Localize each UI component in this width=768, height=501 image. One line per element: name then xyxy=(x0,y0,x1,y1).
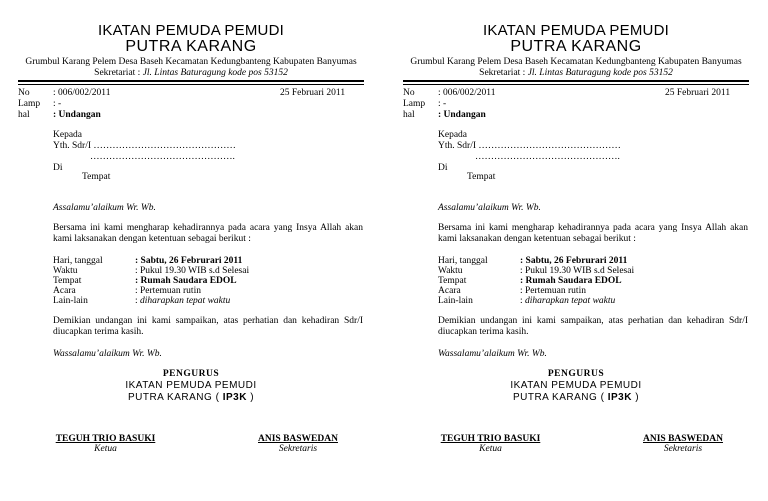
chair-name: TEGUH TRIO BASUKI xyxy=(55,434,156,444)
letter-date: 25 Februari 2011 xyxy=(665,88,731,98)
detail-label-event: Acara xyxy=(53,286,76,296)
signature-pengurus: PENGURUS xyxy=(547,369,605,379)
intro-paragraph: Bersama ini kami mengharap kehadirannya pada acara yang Insya Allah akan kami laksanakan dengan ketentuan sebagai berikut : xyxy=(53,223,363,244)
detail-value-event: : Pertemuan rutin xyxy=(520,286,586,296)
letterhead-rule-thick xyxy=(18,80,364,82)
detail-value-other-prefix: : xyxy=(520,296,526,306)
invitation-letter-left xyxy=(18,0,364,501)
signature-org-line-1: IKATAN PEMUDA PEMUDI xyxy=(125,380,257,391)
detail-value-time: : Pukul 19.30 WIB s.d Selesai xyxy=(520,266,635,276)
detail-value-place: : Rumah Saudara EDOL xyxy=(135,276,237,286)
no-label: No xyxy=(403,88,415,98)
signature-org-line-2 xyxy=(403,392,749,403)
chair-name: TEGUH TRIO BASUKI xyxy=(440,434,541,444)
lamp-label: Lamp xyxy=(18,99,41,109)
signature-org-prefix: PUTRA KARANG ( xyxy=(512,392,605,403)
letterhead-rule-thin xyxy=(18,84,364,85)
secretariat-label: Sekretariat : xyxy=(94,68,141,78)
letterhead-org-name: IKATAN PEMUDA PEMUDI xyxy=(98,22,284,39)
signature-org-prefix: PUTRA KARANG ( xyxy=(127,392,220,403)
detail-label-place: Tempat xyxy=(53,276,82,286)
detail-value-place: : Rumah Saudara EDOL xyxy=(520,276,622,286)
detail-value-date: : Sabtu, 26 Februrari 2011 xyxy=(520,256,628,266)
closing-paragraph: Demikian undangan ini kami sampaikan, atas perhatian dan kehadiran Sdr/I diucapkan terima kasih. xyxy=(53,316,363,337)
lamp-label: Lamp xyxy=(403,99,426,109)
closing-paragraph: Demikian undangan ini kami sampaikan, atas perhatian dan kehadiran Sdr/I diucapkan terima kasih. xyxy=(438,316,748,337)
signature-org-line-2 xyxy=(18,392,364,403)
invitation-letter-right xyxy=(403,0,749,501)
farewell: Wassalamu’alaikum Wr. Wb. xyxy=(438,349,547,359)
recipient-yth: Yth. Sdr/I ……………………………………… xyxy=(53,141,236,151)
hal-value: : Undangan xyxy=(53,110,101,120)
letterhead-org-sub: PUTRA KARANG xyxy=(510,38,642,55)
detail-label-other: Lain-lain xyxy=(53,296,88,306)
hal-label: hal xyxy=(403,110,415,120)
detail-value-other-prefix: : xyxy=(135,296,141,306)
detail-value-other xyxy=(135,296,230,307)
detail-label-event: Acara xyxy=(438,286,461,296)
letterhead-secretariat xyxy=(18,68,364,78)
greeting: Assalamu’alaikum Wr. Wb. xyxy=(438,203,541,213)
letterhead-address: Grumbul Karang Pelem Desa Baseh Kecamatan Kedungbanteng Kabupaten Banyumas xyxy=(25,57,357,67)
hal-label: hal xyxy=(18,110,30,120)
secretariat-label: Sekretariat : xyxy=(479,68,526,78)
letterhead-rule-thin xyxy=(403,84,749,85)
detail-label-date: Hari, tanggal xyxy=(438,256,488,266)
detail-value-other-text: diharapkan tepat waktu xyxy=(525,296,616,306)
recipient-dots: ………………………………………. xyxy=(475,152,620,162)
letterhead-address: Grumbul Karang Pelem Desa Baseh Kecamatan Kedungbanteng Kabupaten Banyumas xyxy=(410,57,742,67)
chair-title: Ketua xyxy=(94,444,117,454)
secretary-title: Sekretaris xyxy=(663,444,703,454)
detail-label-place: Tempat xyxy=(438,276,467,286)
signature-org-line-1: IKATAN PEMUDA PEMUDI xyxy=(510,380,642,391)
no-label: No xyxy=(18,88,30,98)
chair-title: Ketua xyxy=(479,444,502,454)
recipient-tempat: Tempat xyxy=(467,172,496,182)
recipient-di: Di xyxy=(438,163,448,173)
lamp-value: : - xyxy=(438,99,447,109)
detail-value-other-text: diharapkan tepat waktu xyxy=(140,296,231,306)
signature-org-suffix: ) xyxy=(635,392,640,403)
recipient-tempat: Tempat xyxy=(82,172,111,182)
detail-value-time: : Pukul 19.30 WIB s.d Selesai xyxy=(135,266,250,276)
recipient-kepada: Kepada xyxy=(53,130,83,140)
lamp-value: : - xyxy=(53,99,62,109)
signature-org-abbr: IP3K xyxy=(607,392,632,403)
no-value: : 006/002/2011 xyxy=(53,88,111,98)
letterhead-secretariat xyxy=(403,68,749,78)
signature-org-suffix: ) xyxy=(250,392,255,403)
secretariat-address: Jl. Lintas Baturagung kode pos 53152 xyxy=(142,68,288,78)
detail-label-date: Hari, tanggal xyxy=(53,256,103,266)
hal-value: : Undangan xyxy=(438,110,486,120)
recipient-kepada: Kepada xyxy=(438,130,468,140)
intro-paragraph: Bersama ini kami mengharap kehadirannya pada acara yang Insya Allah akan kami laksanakan dengan ketentuan sebagai berikut : xyxy=(438,223,748,244)
recipient-dots: ………………………………………. xyxy=(90,152,235,162)
recipient-di: Di xyxy=(53,163,63,173)
no-value: : 006/002/2011 xyxy=(438,88,496,98)
letterhead-org-sub: PUTRA KARANG xyxy=(125,38,257,55)
letter-date: 25 Februari 2011 xyxy=(280,88,346,98)
detail-value-other xyxy=(520,296,615,307)
greeting: Assalamu’alaikum Wr. Wb. xyxy=(53,203,156,213)
secretariat-address: Jl. Lintas Baturagung kode pos 53152 xyxy=(527,68,673,78)
secretary-title: Sekretaris xyxy=(278,444,318,454)
detail-value-event: : Pertemuan rutin xyxy=(135,286,201,296)
detail-label-time: Waktu xyxy=(53,266,78,276)
detail-value-date: : Sabtu, 26 Februrari 2011 xyxy=(135,256,243,266)
detail-label-time: Waktu xyxy=(438,266,463,276)
detail-label-other: Lain-lain xyxy=(438,296,473,306)
letterhead-org-name: IKATAN PEMUDA PEMUDI xyxy=(483,22,669,39)
secretary-name: ANIS BASWEDAN xyxy=(258,434,338,444)
letterhead-rule-thick xyxy=(403,80,749,82)
farewell: Wassalamu’alaikum Wr. Wb. xyxy=(53,349,162,359)
secretary-name: ANIS BASWEDAN xyxy=(643,434,723,444)
signature-pengurus: PENGURUS xyxy=(162,369,220,379)
recipient-yth: Yth. Sdr/I ……………………………………… xyxy=(438,141,621,151)
signature-org-abbr: IP3K xyxy=(222,392,247,403)
